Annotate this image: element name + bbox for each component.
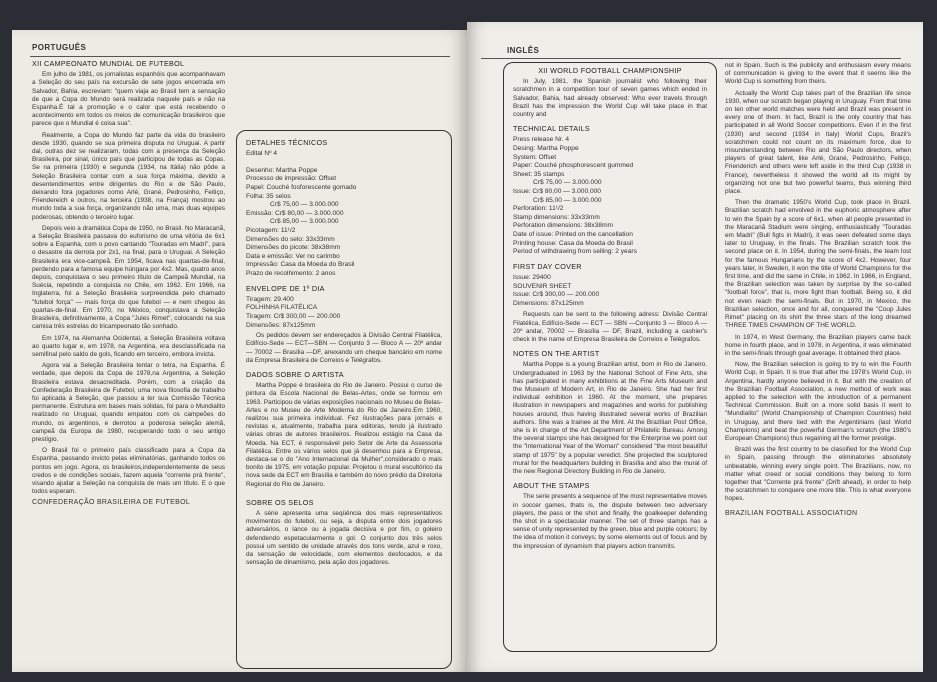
stamps-description: The serie presents a sequence of the most representative moves in soccer games, thats is, the dispute between two adversary players, the pass or the shot and finally, the goalkeeper defending the shot in a spectacular manner. The set of three stamps has a sense of unity represented by the green, blue and purple colours; by the idea of motion it conveys; by some elements out of focus and by the impression of dynamism that players action transmits. (513, 493, 708, 550)
spec-line: Perforation: 11¹/2 (513, 205, 564, 213)
edital-number: Edital Nº 4 (246, 150, 277, 158)
right-page-english (467, 22, 923, 672)
spec-line: Printing house: Casa da Moeda do Brasil (513, 239, 633, 247)
spec-line: Tiragem: Cr$ 300,00 — 200.000 (246, 312, 341, 320)
spec-line: Cr$ 75,00 — 3.000.000 (270, 201, 339, 209)
spec-line: Paper: Couché phosphorescent gummed (513, 162, 634, 170)
artist-bio: Martha Poppe é brasileira do Rio de Janeiro. Possui o curso de pintura da Escola Nacional de Belas-Artes, onde se formou em 1963. Participou de várias exposições nacionais no Museu de Belas-Artes e no Museu de Arte Moderna do Rio de Janeiro.Em 1960, realizou sua primeira individual. Fez ilustrações para jornais e revistas e, atualmente, trabalha para editoras, tendo já ilustrado várias obras de autores brasileiros. Realizou estágio na Casa da Moeda. Na ECT, é responsável pelo Setor de Arte da Assessoria Filatélica. Entre os vários selos que já desenhou para a Empresa, destaca-se o do "Ano Internacional da Mulher",considerado o mais bonito de 1975, em votação popular. Projetou o mural escultórico da nova sede da ECT em Brasília e também do novo prédio da Diretoria Regional do Rio de Janeiro. (246, 382, 442, 488)
order-instructions: Os pedidos devem ser endereçados à Divisão Central Filatélica, Edifício-Sede — ECT—SBN — Conjunto 3 — Bloco A — 20º andar — 70002 — Brasília —DF, anexando um cheque bancário em nome da Empresa Brasileira de Correios e Telégrafos. (246, 332, 442, 364)
spec-line: Issue: Cr$ 80,00 — 3.000.000 (513, 187, 601, 195)
paragraph: Em 1974, na Alemanha Ocidental, a Seleção Brasileira voltava ao quarto lugar e, em 1978, na Argentina, era desclassificada na semifinal pelo saldo de gols, ficando em terceiro, embora invicta. (32, 334, 225, 358)
spec-line: Emissão: Cr$ 80,00 — 3.000.000 (246, 209, 344, 217)
spec-line: Period of withdrawing from selling: 2 years (513, 248, 637, 256)
spec-line: Press release Nr. 4 (513, 136, 570, 144)
paragraph: Em julho de 1981, os jornalistas espanhóis que acompanhavam a Seleção do seu país na excursão de sete jogos encerrada em Salvador, Bahia, escreviam: "quem viaja ao Brasil tem a sensação de que a Copa do Mundo será realizada naquele país e não na Espanha.É tal a promoção e o calor que está recebendo o acontecimento em todos os meios de comunicação brasileiros que parece que o Mundial é coisa sua". (32, 71, 225, 128)
paragraph: In 1974, in West Germany, the Brazilian players came back home in fourth place, and in 1978, in Argentina, it was eliminated in the semi-finals through goal average. It obtained third place. (725, 333, 911, 357)
technical-details-box (236, 130, 452, 669)
header-rule (30, 56, 450, 57)
paragraph: Realmente, a Copa do Mundo faz parte da vida do brasileiro desde 1930, quando se sua primeira disputa no Uruguai. A partir dal, outras dez se realizaram, todas com a presença da Seleção Brasileira, por sinal, único país que participou de todas as Copas. Se na primeira (1930) e segunda (1934, na Itália) não pôde a Seleção Brasileira contar com a sua força máxima, devido a desentendimentos entre dirigentes do Rio e de São Paulo, deixando fora jogadores como Arlé, Grané, Pedrosinho, Feitiço, Friendereich e outros, na terceira (1938, na França) mostrou ao mundo toda a sua força, organizando não uma, mas duas equipes poderosas, obtendo o terceiro lugar. (32, 131, 225, 221)
section-title: TECHNICAL DETAILS (513, 124, 590, 134)
paragraph: Now, the Brazilian selection is going to try to win the Fourth World Cup, in Spain. It is true that after the 1978's World Cup, in Argentina, hardly anyone believed in it. But with the creation of the Brazilian Football Association, a new method of work was applied to the selection with the introduction of a permanent Technical Commission. Built on a more solid basis it went to "Mundialito" (World Championship of Champion Countries) held in Uruguay, and there tied with the Argentinians (last World Champions) and beat the powerful German's scratch (the 1980's European Champions) thus regaining all the former prestige. (725, 361, 911, 442)
language-heading: PORTUGUÊS (32, 43, 87, 52)
stamps-description: A série apresenta uma seqüência dos mais representativos movimentos do futebol, ou seja, a disputa entre dois jogadores adversários, o lance ou a jogada decisiva e por fim, o goleiro defendendo espetacularmente o gol. O conjunto dos três selos possui um sentido de unidade através dos tons verde, azul e roxo, da sensação de velocidade, com elementos desfocados, e da sensação de dinamismo, pela ação dos jogadores. (246, 509, 442, 567)
spec-line: SOUVENIR SHEET (513, 282, 572, 290)
spec-line: Cr$ 75,00 — 3.000.000 (533, 179, 602, 187)
spec-line: Desenho: Martha Poppe (246, 166, 318, 174)
header-rule (481, 58, 901, 59)
spec-line: FOLHINHA FILATÉLICA (246, 304, 318, 312)
article-signature: BRAZILIAN FOOTBALL ASSOCIATION (725, 509, 858, 517)
spec-line: Dimensões: 87x125mm (246, 321, 316, 329)
spec-line: Desing: Martha Poppe (513, 145, 579, 153)
spec-line: Dimensões do picote: 38x38mm (246, 244, 341, 252)
spec-line: System: Offset (513, 153, 557, 161)
paragraph: Actually the World Cup takes part of the Brazilian life since 1930, when our scratch began playing in Uruguay. From that time on ten other world matches were held and Brazil was present in every one of them. In fact, Brazil is the only country that has participated in all World Soccer competitions. Even if in the first (1930) and second (1934 in Italy) World Cups, Brazil's scratchmen could not count on its maximum force, due to misunderstanding between Rio and São Paulo directors, when players of great talent, like Arlé, Grané, Pedrosinho, Feitiço, Frienderich and others were left aside in the third Cup (1938 in France), nevertheless it showed the world all its might by organizing not one but two powerful teams, thus winning third place. (725, 89, 911, 196)
paragraph: Agora vai a Seleção Brasileira tentar o tetra, na Espanha. É verdade, que depois da Copa de 1978,na Argentina, a Seleção Brasileira estava desacreditada. Porém, com a criação da Confederação Brasileira de Futebol, uma nova filosofia de trabalho foi aplicada à Seleção, que passou a ter sua Comissão Técnica permanente. Estrutura em bases mais sólidas, foi para o Mundialito realizado no Uruguai, quando empatou com os campeões do mundo, os argentinos, e derrotou a poderosa seleção alemã, campeã da Europa de 1980, recuperando todo o seu antigo prestígio. (32, 362, 225, 443)
section-title: DETALHES TÉCNICOS (246, 138, 328, 147)
spec-line: Prazo de recolhimento: 2 anos (246, 269, 336, 277)
spec-line: Issue: 29400 (513, 273, 551, 281)
order-instructions: Requests can be sent to the following adress: Divisão Central Filatélica, Edifício-Sede — ECT — SBN —Conjunto 3 — Bloco A — 20º andar, 70002 — Brasília — DF, Brazil, including a cashier's check in the name of Empresa Brasileira de Correios e Telégrafos. (513, 311, 707, 343)
paragraph: Then the dramatic 1950's World Cup, took place in Brazil. Brazilian scratch had envolved in the euphoric atmosphere after to win the Spain by a score of 6x1, when all people presented in the Maracanã Stadium were singing, enthusiastically "Touradas em Madri" (Bull figts in Madri), it was seen defeated some days later to Uruguay, in the finals. The Brazilian scratch took the second place on it. In 1954, during the semi-finals, the team lost for the famous Hungarians by the score of 4x2. However, four years later, in Sweden, it won the title of World Champions for the first time, and did the same in Chile, in 1962. In 1966, in England, the Brazilian selection was taken by surprise by the so-called "football force", that is, more fight than football. Being so, it did not even reach the semi-finals. But in 1970, in Mexico, the Brazilian selection, once and for all, conquered the "Coup Jules Rimet" placing on its shirt the three stars of the long dreamed THREE TIMES CHAMPION OF THE WORLD. (725, 199, 911, 330)
spec-line: Papel: Couché fosforescente gomado (246, 183, 357, 191)
paragraph: Depois veio a dramática Copa de 1950, no Brasil. No Maracanã, a Seleção Brasileira passava do euforismo de uma vitória de 6x1 sobre a Espanha, com o povo cantando "Touradas em Madri", para o desastre da derrota por 2x1, na final, para o Uruguai. A Seleção Brasileira era vice-campeã. Em 1954, ficava nas quartas-de-final, perdendo para a famosa equipe húngara por 4x2. Mas, quatro anos depois, conquistava o seu primeiro título de Campeã Mundial, na Suécia, repetindo a conquista no Chile, em 1962. Em 1966, na Inglaterra, foi a Seleção Brasileira surpreendida pelo chamado "futebol força" — mais força do que futebol — e nem chegou às quartas-de-final. Em 1970, no México, conquistava a Seleção Brasileira, definitivamente, a Copa "Jules Rimet", colocando na sua camisa três estrelas do tricampeonato tão sonhado. (32, 224, 225, 331)
section-title: SOBRE OS SELOS (246, 497, 314, 507)
spec-line: Data e emissão: Ver no carimbo (246, 252, 340, 260)
spec-line: Dimensões do selo: 33x33mm (246, 235, 335, 243)
spec-line: Sheet: 35 stamps (513, 170, 565, 178)
article-title: XII CAMPEONATO MUNDIAL DE FUTEBOL (32, 59, 185, 68)
article-column (725, 62, 911, 518)
left-page-portuguese (12, 30, 467, 672)
article-signature: CONFEDERAÇÃO BRASILEIRA DE FUTEBOL (32, 499, 191, 507)
section-title: ENVELOPE DE 1º DIA (246, 283, 325, 293)
section-title: NOTES ON THE ARTIST (513, 349, 600, 359)
spec-line: Perforation dimensions: 38x38mm (513, 222, 614, 230)
section-title: ABOUT THE STAMPS (513, 481, 590, 491)
spec-line: Picotagem: 11¹/2 (246, 226, 296, 234)
spec-line: Processo de impressão: Offset (246, 175, 337, 183)
box-content (504, 63, 716, 551)
intro-paragraph: In July, 1981, the Spanish journalist who following their scratchmen in a competition tour of seven games which ended in Salvador, Bahia, had already observed: Who ever travels through Brazil has the impression the World Cup will take place in that country and (513, 78, 707, 119)
article-column (32, 60, 225, 508)
paragraph: not in Spain. Such is the publicity and enthusiasm every means of communication is giving to the event that it seems like the World Cup is something from theirs. (725, 62, 911, 86)
paragraph: O Brasil foi o primeiro país classificado para a Copa da Espanha, passando invicto pelas eliminatórias, ganhando todos os pontos em jogo. Agora, os brasileiros,independentemente de seus credos e de condições sociais, fazem aquela "corrente prá frente", visando ajudar a Seleção na conquista de mais um título. E o que todos esperam. (32, 447, 225, 496)
box-content (237, 131, 451, 567)
spec-line: Folha: 35 selos (246, 192, 291, 200)
article-title: XII WORLD FOOTBALL CHAMPIONSHIP (538, 66, 682, 75)
section-title: FIRST DAY COVER (513, 261, 582, 271)
spec-line: Impressão: Casa da Moeda do Brasil (246, 261, 355, 269)
spec-line: Cr$ 85,00 — 3.000.000 (270, 218, 339, 226)
technical-details-box (503, 62, 717, 652)
spec-line: Stamp dimensions: 33x33mm (513, 213, 600, 221)
spec-line: Issue: Cr$ 300,00 — 200.000 (513, 291, 600, 299)
paragraph: Brazil was the first country to be classified for the World Cup in Spain, passing through the eliminatories absolutely unbeatable, winning every single point. The Brazilians, now, no matter what creed or social conditions they belong to form together that "Corrente prá frente" (Drift ahead), in order to help the scratchmen to conquere one more title. This is what everyone hopes. (725, 446, 911, 503)
artist-bio: Martha Poppe is a young Brazilian artist, born in Rio de Janeiro. Undergraduated in 1963 by the National School of Fine Arts, she has participated in many exhibitions at the Fine Arts Museum and the Museum of Modern Art, in Rio de Janeiro. She had her first individual exhibition in 1960. At the moment, she prepares illustration in newspapers and magazines and works for publishing houses around, thus having illustrated several works of Brazilian authors. She was a trainee at the Mint. At the Brazilian Post Office, she is in charge of the Art Department of Philatelic Bureau. Among the several stamps she has designed for the Enterprise we point out the "International Year of the Woman" considered "the most beautiful stamp of 1975" by a popular veredict. She projected the sculptured mural for the headquarters building in Brasília and also the mural of the new Regional Directory Building in Rio de Janeiro. (513, 361, 707, 475)
spec-line: Date of issue: Printed on the cancellation (513, 230, 633, 238)
section-title: DADOS SOBRE O ARTISTA (246, 369, 344, 379)
language-heading: INGLÊS (507, 46, 540, 55)
spec-line: Tiragem: 29.400 (246, 295, 294, 303)
spec-line: Cr$ 85,00 — 3.000.000 (533, 196, 602, 204)
spec-line: Dimensions: 87x125mm (513, 299, 584, 307)
